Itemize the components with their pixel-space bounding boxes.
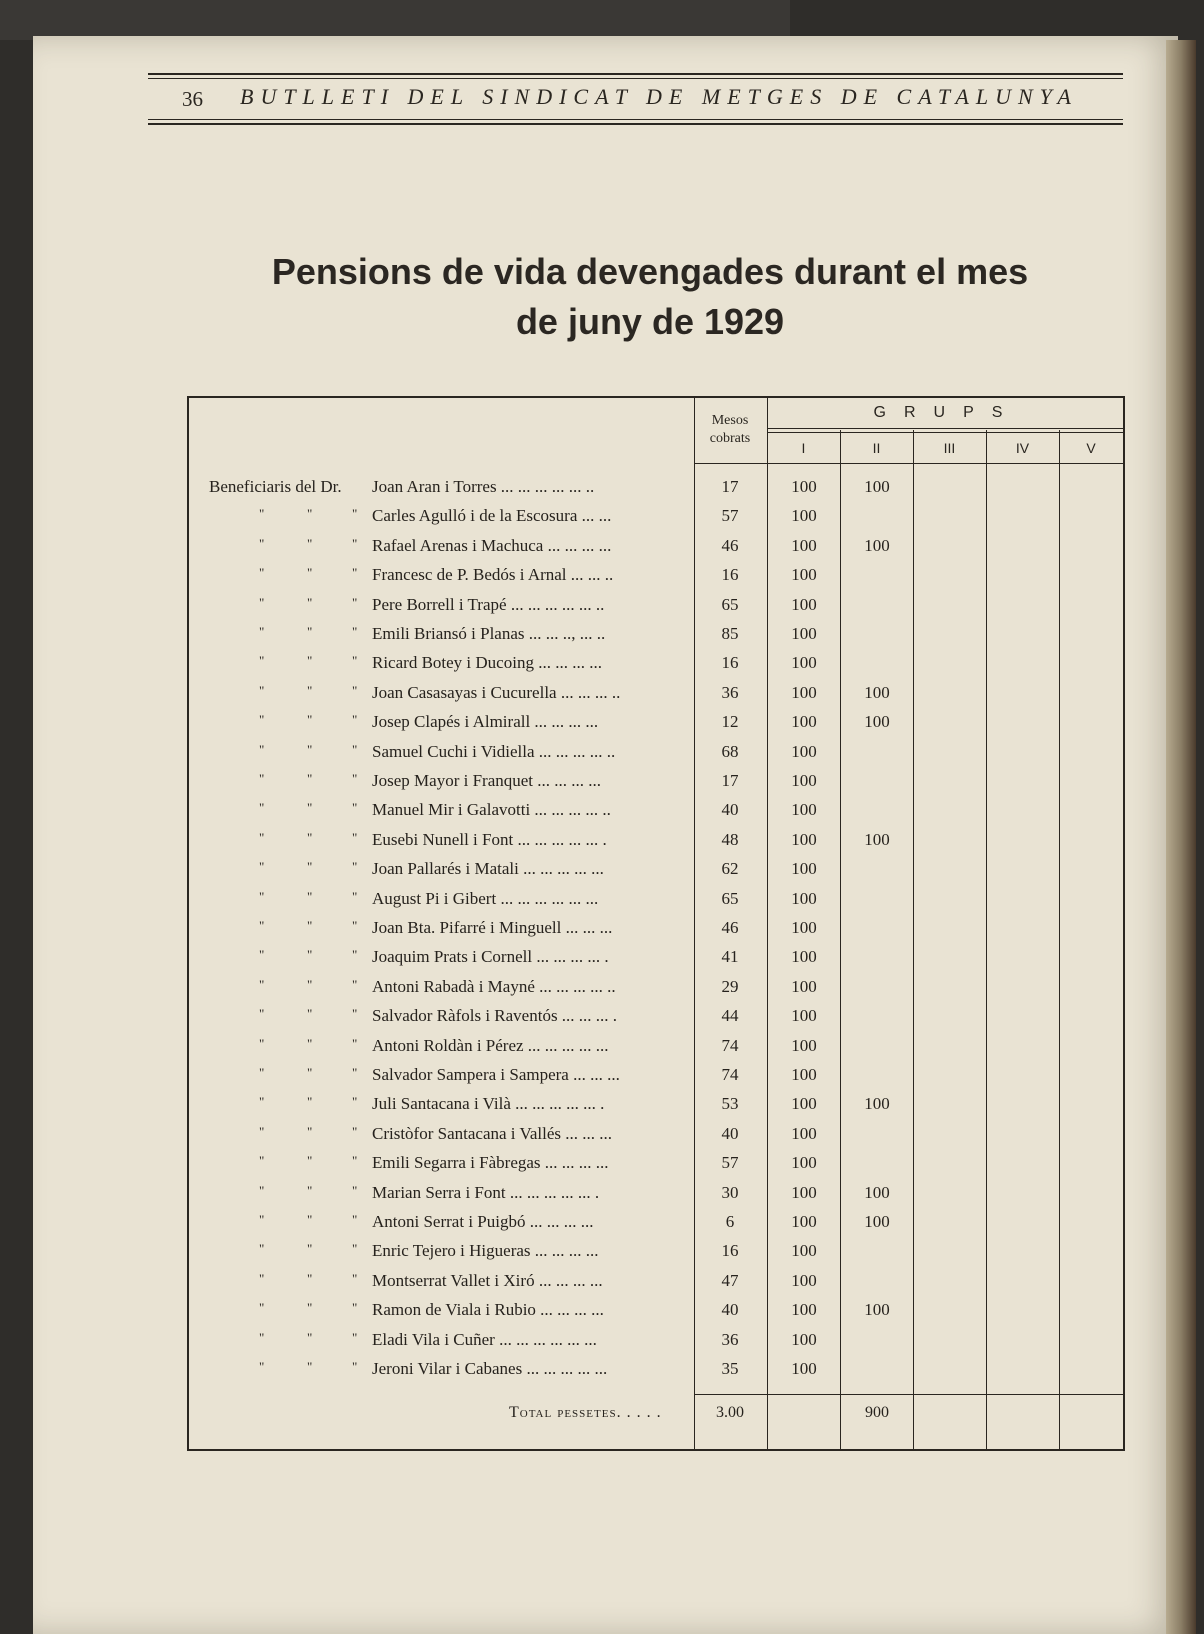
ditto-mark: " (259, 536, 265, 551)
mesos-cell: 17 (721, 771, 739, 790)
mesos-cell: 53 (721, 1094, 739, 1113)
ditto-mark: " (259, 1271, 265, 1286)
mesos-cell: 57 (721, 1153, 739, 1172)
group-1-cell: 100 (791, 889, 817, 908)
beneficiary-name: Francesc de P. Bedós i Arnal ... ... .. (372, 565, 614, 584)
beneficiary-name: Salvador Ràfols i Raventós ... ... ... . (372, 1006, 618, 1025)
group-header-3: III (943, 440, 956, 456)
mesos-cell: 36 (721, 1330, 739, 1349)
group-1-cell: 100 (791, 918, 817, 937)
mesos-cell: 40 (721, 1124, 739, 1143)
ditto-mark: " (259, 1330, 265, 1345)
ditto-mark: " (259, 947, 265, 962)
group-1-cell: 100 (791, 771, 817, 790)
ditto-mark: " (307, 1359, 313, 1374)
ditto-mark: " (352, 1330, 358, 1345)
mesos-cell: 16 (721, 1241, 739, 1260)
beneficiary-name: Joan Casasayas i Cucurella ... ... ... .. (372, 683, 621, 702)
beneficiary-name: Eusebi Nunell i Font ... ... ... ... ... . (372, 830, 607, 849)
ditto-mark: " (307, 1094, 313, 1109)
beneficiary-name: Joan Pallarés i Matali ... ... ... ... ... (372, 859, 604, 878)
mesos-cell: 30 (721, 1183, 739, 1202)
beneficiary-name: Emili Briansó i Planas ... ... .., ... .. (372, 624, 606, 643)
ditto-mark: " (352, 712, 358, 727)
table-row (189, 620, 1123, 649)
mesos-cell: 16 (721, 565, 739, 584)
group-1-cell: 100 (791, 1359, 817, 1378)
mesos-cell: 65 (721, 595, 739, 614)
ditto-mark: " (352, 1359, 358, 1374)
ditto-mark: " (259, 859, 265, 874)
mesos-cell: 35 (721, 1359, 739, 1378)
table-row (189, 1032, 1123, 1061)
mesos-cell: 41 (721, 947, 739, 966)
book-spine (0, 0, 790, 40)
ditto-mark: " (259, 830, 265, 845)
ditto-mark: " (307, 1006, 313, 1021)
beneficiary-name: Antoni Roldàn i Pérez ... ... ... ... ... (372, 1036, 609, 1055)
table-row (189, 1267, 1123, 1296)
mesos-cell: 57 (721, 506, 739, 525)
mesos-cell: 44 (721, 1006, 739, 1025)
table-row (189, 1237, 1123, 1266)
table-row (189, 943, 1123, 972)
total-row (189, 1398, 1123, 1428)
mesos-cell: 40 (721, 800, 739, 819)
table-row (189, 1208, 1123, 1237)
beneficiary-name: Rafael Arenas i Machuca ... ... ... ... (372, 536, 612, 555)
ditto-mark: " (307, 1271, 313, 1286)
ditto-mark: " (307, 653, 313, 668)
table-row (189, 1120, 1123, 1149)
ditto-mark: " (259, 1359, 265, 1374)
group-1-cell: 100 (791, 1006, 817, 1025)
header-line (767, 428, 1123, 429)
group-1-cell: 100 (791, 653, 817, 672)
group-1-cell: 100 (791, 859, 817, 878)
group-2-cell: 100 (864, 1300, 890, 1319)
ditto-mark: " (352, 918, 358, 933)
mesos-cell: 6 (725, 1212, 735, 1231)
ditto-mark: " (352, 947, 358, 962)
ditto-mark: " (259, 918, 265, 933)
ditto-mark: " (307, 947, 313, 962)
table-row (189, 1061, 1123, 1090)
group-1-cell: 100 (791, 947, 817, 966)
group-2-cell: 100 (864, 1183, 890, 1202)
beneficiary-prefix: Beneficiaris del Dr. (209, 477, 342, 496)
group-1-cell: 100 (791, 1241, 817, 1260)
group-1-cell: 100 (791, 1124, 817, 1143)
ditto-mark: " (259, 1094, 265, 1109)
group-1-cell: 100 (791, 1212, 817, 1231)
page-edge (1166, 40, 1196, 1634)
ditto-mark: " (352, 653, 358, 668)
ditto-mark: " (259, 683, 265, 698)
ditto-mark: " (352, 1300, 358, 1315)
ditto-mark: " (352, 506, 358, 521)
beneficiary-name: Marian Serra i Font ... ... ... ... ... . (372, 1183, 600, 1202)
mesos-cell: 62 (721, 859, 739, 878)
mesos-cell: 85 (721, 624, 739, 643)
group-1-cell: 100 (791, 1094, 817, 1113)
ditto-mark: " (259, 1065, 265, 1080)
ditto-mark: " (259, 1241, 265, 1256)
mesos-cell: 74 (721, 1036, 739, 1055)
beneficiary-name: Jeroni Vilar i Cabanes ... ... ... ... ... (372, 1359, 608, 1378)
ditto-mark: " (352, 859, 358, 874)
ditto-mark: " (259, 1300, 265, 1315)
ditto-mark: " (307, 506, 313, 521)
ditto-mark: " (307, 1241, 313, 1256)
beneficiary-name: Ramon de Viala i Rubio ... ... ... ... (372, 1300, 604, 1319)
beneficiary-name: Joaquim Prats i Cornell ... ... ... ... . (372, 947, 609, 966)
ditto-mark: " (307, 624, 313, 639)
group-1-cell: 100 (791, 742, 817, 761)
header-rule (148, 73, 1123, 75)
ditto-mark: " (259, 1153, 265, 1168)
total-line (694, 1394, 1123, 1395)
mesos-cell: 36 (721, 683, 739, 702)
title-line-1: Pensions de vida devengades durant el mes (271, 251, 1029, 292)
group-1-cell: 100 (791, 536, 817, 555)
group-1-cell: 100 (791, 1153, 817, 1172)
beneficiary-name: Eladi Vila i Cuñer ... ... ... ... ... ... (372, 1330, 597, 1349)
ditto-mark: " (352, 1006, 358, 1021)
group-2-cell: 100 (864, 1212, 890, 1231)
beneficiary-name: Joan Bta. Pifarré i Minguell ... ... ... (372, 918, 613, 937)
ditto-mark: " (352, 1183, 358, 1198)
beneficiary-name: Antoni Serrat i Puigbó ... ... ... ... (372, 1212, 594, 1231)
beneficiary-name: Joan Aran i Torres ... ... ... ... ... .. (372, 477, 595, 496)
ditto-mark: " (259, 1212, 265, 1227)
beneficiary-name: Samuel Cuchi i Vidiella ... ... ... ... .. (372, 742, 616, 761)
beneficiary-name: Pere Borrell i Trapé ... ... ... ... ... .. (372, 595, 605, 614)
table-row (189, 649, 1123, 678)
table-row (189, 502, 1123, 531)
group-1-cell: 100 (791, 595, 817, 614)
table-row (189, 1355, 1123, 1384)
mesos-cell: 74 (721, 1065, 739, 1084)
ditto-mark: " (307, 800, 313, 815)
ditto-mark: " (352, 565, 358, 580)
ditto-mark: " (352, 889, 358, 904)
ditto-mark: " (352, 1241, 358, 1256)
mesos-cell: 46 (721, 536, 739, 555)
table-row (189, 1002, 1123, 1031)
group-1-cell: 100 (791, 683, 817, 702)
ditto-mark: " (307, 889, 313, 904)
ditto-mark: " (352, 800, 358, 815)
table-row (189, 885, 1123, 914)
group-2-cell: 100 (864, 1094, 890, 1113)
beneficiary-name: Enric Tejero i Higueras ... ... ... ... (372, 1241, 599, 1260)
group-1-cell: 100 (791, 1330, 817, 1349)
table-row (189, 532, 1123, 561)
mesos-cell: 12 (721, 712, 739, 731)
ditto-mark: " (307, 1300, 313, 1315)
header-rule (148, 123, 1123, 125)
mesos-cell: 40 (721, 1300, 739, 1319)
ditto-mark: " (307, 1183, 313, 1198)
ditto-mark: " (307, 1330, 313, 1345)
ditto-mark: " (259, 1183, 265, 1198)
ditto-mark: " (307, 1036, 313, 1051)
mesos-cell: 65 (721, 889, 739, 908)
mesos-cell: 17 (721, 477, 739, 496)
group-1-cell: 100 (791, 1183, 817, 1202)
table-row (189, 796, 1123, 825)
group-2-cell: 100 (864, 536, 890, 555)
mesos-cell: 68 (721, 742, 739, 761)
ditto-mark: " (352, 1065, 358, 1080)
table-row (189, 973, 1123, 1002)
ditto-mark: " (352, 536, 358, 551)
header-rule (148, 78, 1123, 79)
beneficiary-name: Salvador Sampera i Sampera ... ... ... (372, 1065, 620, 1084)
ditto-mark: " (352, 830, 358, 845)
ditto-mark: " (352, 1271, 358, 1286)
table-row (189, 1296, 1123, 1325)
column-header-mesos: Mesos cobrats (709, 413, 751, 446)
table-row (189, 914, 1123, 943)
total-group-2: 900 (865, 1404, 889, 1421)
ditto-mark: " (259, 1124, 265, 1139)
ditto-mark: " (352, 977, 358, 992)
group-1-cell: 100 (791, 565, 817, 584)
total-label: Total pessetes. . . . . (509, 1404, 662, 1421)
mesos-cell: 46 (721, 918, 739, 937)
table-row (189, 1179, 1123, 1208)
beneficiary-name: Emili Segarra i Fàbregas ... ... ... ... (372, 1153, 609, 1172)
ditto-mark: " (259, 653, 265, 668)
header-line (767, 432, 1123, 433)
ditto-mark: " (259, 624, 265, 639)
beneficiary-name: Cristòfor Santacana i Vallés ... ... ... (372, 1124, 613, 1143)
table-row (189, 767, 1123, 796)
header-rule (148, 119, 1123, 120)
ditto-mark: " (352, 1124, 358, 1139)
mesos-cell: 47 (721, 1271, 739, 1290)
table-row (189, 1090, 1123, 1119)
group-2-cell: 100 (864, 683, 890, 702)
table-row (189, 473, 1123, 502)
beneficiary-name: August Pi i Gibert ... ... ... ... ... ... (372, 889, 599, 908)
ditto-mark: " (352, 1094, 358, 1109)
group-1-cell: 100 (791, 977, 817, 996)
mesos-cell: 16 (721, 653, 739, 672)
ditto-mark: " (259, 595, 265, 610)
ditto-mark: " (352, 1153, 358, 1168)
ditto-mark: " (352, 771, 358, 786)
column-header-grups: GRUPS (873, 404, 1021, 421)
page-title (160, 247, 1140, 347)
ditto-mark: " (352, 683, 358, 698)
ditto-mark: " (307, 859, 313, 874)
beneficiary-name: Juli Santacana i Vilà ... ... ... ... ... . (372, 1094, 605, 1113)
ditto-mark: " (259, 889, 265, 904)
ditto-mark: " (307, 712, 313, 727)
ditto-mark: " (307, 1065, 313, 1080)
ditto-mark: " (259, 771, 265, 786)
ditto-mark: " (307, 977, 313, 992)
ditto-mark: " (307, 683, 313, 698)
pensions-table (187, 396, 1125, 1451)
ditto-mark: " (307, 742, 313, 757)
group-header-4: IV (1015, 440, 1030, 456)
ditto-mark: " (307, 536, 313, 551)
table-row (189, 826, 1123, 855)
group-header-1: I (801, 440, 806, 456)
table-row (189, 591, 1123, 620)
beneficiary-name: Ricard Botey i Ducoing ... ... ... ... (372, 653, 602, 672)
page-number: 36 (182, 87, 203, 111)
table-row (189, 1326, 1123, 1355)
mesos-cell: 29 (721, 977, 739, 996)
ditto-mark: " (352, 595, 358, 610)
table-row (189, 855, 1123, 884)
ditto-mark: " (259, 742, 265, 757)
group-1-cell: 100 (791, 1036, 817, 1055)
ditto-mark: " (259, 800, 265, 815)
group-1-cell: 100 (791, 712, 817, 731)
ditto-mark: " (307, 595, 313, 610)
beneficiary-name: Carles Agulló i de la Escosura ... ... (372, 506, 612, 525)
group-1-cell: 100 (791, 477, 817, 496)
ditto-mark: " (352, 742, 358, 757)
ditto-mark: " (352, 624, 358, 639)
ditto-mark: " (307, 918, 313, 933)
ditto-mark: " (259, 1036, 265, 1051)
ditto-mark: " (352, 1036, 358, 1051)
ditto-mark: " (307, 771, 313, 786)
beneficiary-name: Josep Mayor i Franquet ... ... ... ... (372, 771, 602, 790)
beneficiary-name: Antoni Rabadà i Mayné ... ... ... ... .. (372, 977, 616, 996)
table-row (189, 679, 1123, 708)
ditto-mark: " (307, 1153, 313, 1168)
group-1-cell: 100 (791, 1065, 817, 1084)
ditto-mark: " (259, 1006, 265, 1021)
group-1-cell: 100 (791, 800, 817, 819)
ditto-mark: " (259, 977, 265, 992)
group-1-cell: 100 (791, 506, 817, 525)
ditto-mark: " (307, 565, 313, 580)
group-2-cell: 100 (864, 830, 890, 849)
table-row (189, 708, 1123, 737)
group-header-2: II (872, 440, 881, 456)
ditto-mark: " (307, 1124, 313, 1139)
group-1-cell: 100 (791, 1300, 817, 1319)
group-2-cell: 100 (864, 477, 890, 496)
ditto-mark: " (259, 712, 265, 727)
group-2-cell: 100 (864, 712, 890, 731)
ditto-mark: " (352, 1212, 358, 1227)
group-1-cell: 100 (791, 830, 817, 849)
title-line-2: de juny de 1929 (515, 301, 785, 342)
table-row (189, 738, 1123, 767)
ditto-mark: " (259, 506, 265, 521)
ditto-mark: " (307, 830, 313, 845)
total-mesos: 3.00 (716, 1404, 744, 1421)
beneficiary-name: Manuel Mir i Galavotti ... ... ... ... .. (372, 800, 611, 819)
journal-title: BUTLLETI DEL SINDICAT DE METGES DE CATALUNYA (240, 84, 1078, 109)
ditto-mark: " (307, 1212, 313, 1227)
table-row (189, 1149, 1123, 1178)
group-header-5: V (1086, 440, 1096, 456)
ditto-mark: " (259, 565, 265, 580)
beneficiary-name: Josep Clapés i Almirall ... ... ... ... (372, 712, 599, 731)
beneficiary-name: Montserrat Vallet i Xiró ... ... ... ... (372, 1271, 603, 1290)
table-row (189, 561, 1123, 590)
group-1-cell: 100 (791, 624, 817, 643)
header-line (694, 463, 1123, 464)
group-1-cell: 100 (791, 1271, 817, 1290)
mesos-cell: 48 (721, 830, 739, 849)
